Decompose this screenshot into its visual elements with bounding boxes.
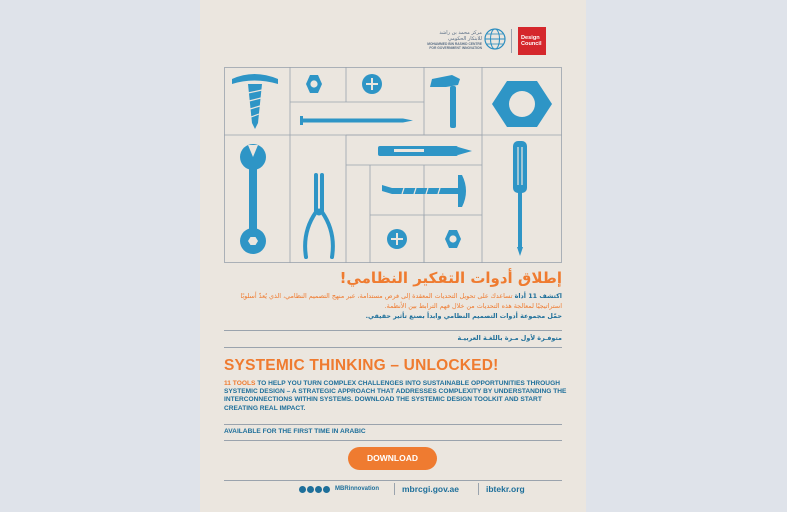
tools-illustration [224, 67, 562, 263]
facebook-icon[interactable] [315, 486, 322, 493]
mbrcgi-english-name: MOHAMMED BIN RASHID CENTRE FOR GOVERNMENT INNOVATION [427, 42, 482, 51]
header [200, 0, 586, 66]
screw-icon [232, 74, 278, 129]
hammer-icon [430, 75, 460, 128]
english-body-text: TO HELP YOU TURN COMPLEX CHALLENGES INTO SUSTAINABLE OPPORTUNITIES THROUGH SYSTEMIC DESIGN – A STRATEGIC APPROACH THAT ADDRESSES COMPLEXITY BY UNDERSTANDING THE INTERCONNECTIONS WITHIN SYSTEMS. [224, 380, 567, 404]
screwdriver-icon [513, 141, 527, 256]
divider-4 [224, 440, 562, 441]
utility-knife-icon [378, 146, 472, 156]
logo-divider [511, 29, 512, 53]
footer-divider-2 [478, 483, 479, 495]
english-headline: SYSTEMIC THINKING – UNLOCKED! [224, 357, 499, 374]
footer [224, 480, 562, 500]
mbrcgi-globe-logo [484, 28, 506, 50]
social-handle[interactable]: MBRinnovation [335, 486, 379, 492]
divider-1 [224, 330, 562, 331]
instagram-icon[interactable] [307, 486, 314, 493]
divider-3 [224, 424, 562, 425]
english-cta: DOWNLOAD THE SYSTEMIC DESIGN TOOLKIT AND START CREATING REAL IMPACT. [224, 396, 542, 412]
nail-icon [300, 116, 413, 125]
website-link-mbrcgi[interactable]: mbrcgi.gov.ae [402, 484, 459, 494]
website-link-ibtekr[interactable]: ibtekr.org [486, 484, 525, 494]
english-lead: 11 TOOLS [224, 380, 256, 387]
arabic-lead: اكتشف 11 أداة [514, 292, 562, 300]
twitter-icon[interactable] [323, 486, 330, 493]
arabic-cta: حمّل مجموعة أدوات التصميم النظامي وابدأ بصنع تأثير حقيقي. [365, 312, 562, 320]
mbrcgi-arabic-name: مركز محمد بن راشد للابتكار الحكومي [439, 30, 482, 42]
poster [200, 0, 586, 512]
arabic-availability: متوفـرة لأول مـرة باللغـة العربيـة [457, 334, 562, 342]
divider-2 [224, 347, 562, 348]
arabic-headline: إطلاق أدوات التفكير النظامي! [339, 269, 562, 287]
english-body [224, 380, 569, 413]
pliers-icon [305, 175, 333, 257]
arabic-body-text: تساعدك على تحويل التحديات المعقدة إلى فرص مستدامة، عبر منهج التصميم النظامي، الذي يُعدّ أسلوبًا استراتيجيًا لمعالجة هذه التحديات من خلال فهم الترابط بين الأنظمة. [240, 292, 562, 310]
footer-divider [224, 480, 562, 481]
linkedin-icon[interactable] [299, 486, 306, 493]
footer-divider-1 [394, 483, 395, 495]
design-council-logo: Design Council [518, 27, 546, 55]
arabic-body [224, 291, 562, 321]
download-button[interactable]: DOWNLOAD [348, 447, 437, 470]
english-availability: AVAILABLE FOR THE FIRST TIME IN ARABIC [224, 428, 366, 435]
